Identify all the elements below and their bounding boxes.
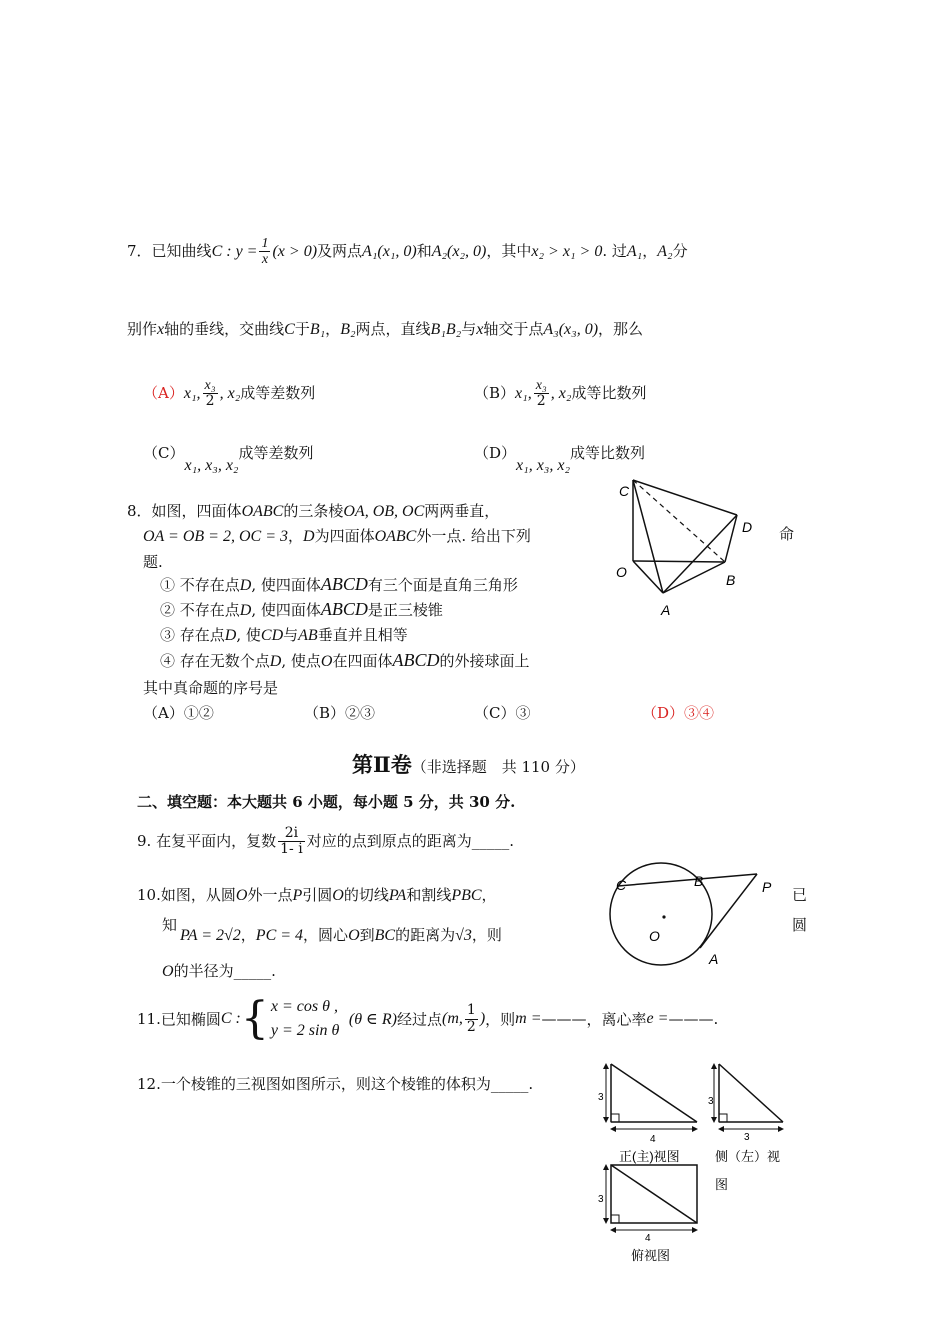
- part2-subtitle: （非选择题 共 110 分）: [411, 758, 585, 776]
- secant-pbc: [618, 874, 757, 886]
- point-a1: A₁(x₁, 0): [362, 242, 417, 260]
- tangent-pa: [700, 874, 757, 948]
- blank-m[interactable]: ———: [541, 1010, 587, 1028]
- front-view-label: 正(主)视图: [619, 1149, 680, 1164]
- part2-heading: [352, 749, 585, 779]
- fraction-1-over-x: $\frac{1}{x}$: [261, 236, 269, 268]
- q10-yuan: 圆: [792, 916, 808, 934]
- label-a: A: [661, 602, 671, 618]
- side-view: [719, 1064, 783, 1122]
- q7-number: 7．: [127, 241, 152, 260]
- edge-ab: [663, 562, 725, 593]
- side-view-label-2: 图: [715, 1177, 729, 1192]
- side-height: 3: [708, 1096, 714, 1107]
- top-view: [611, 1165, 697, 1223]
- q8-prop-1: ① 不存在点D, 使四面体ABCD有三个面是直角三角形: [160, 574, 518, 594]
- side-view-label-1: 侧（左）视: [715, 1149, 781, 1164]
- q7-line2: 别作x轴的垂线，交曲线C于B₁，B₂两点，直线B₁B₂与x轴交于点A₃(x₃, 0)，那么: [127, 320, 644, 338]
- label-c: C: [616, 877, 627, 893]
- q10-yi: 已: [792, 886, 808, 904]
- q10-line2: 知: [162, 916, 178, 934]
- label-b: B: [694, 873, 704, 889]
- center-dot: [662, 915, 665, 918]
- system-eq-1: x = cos θ ,: [270, 998, 338, 1015]
- q8-option-d: （D）③④: [642, 704, 715, 722]
- q10-line1: 10.如图，从圆O外一点P引圆O的切线PA和割线PBC，: [137, 886, 497, 904]
- label-d: D: [742, 519, 753, 535]
- q10-line3: O的半径为_____.: [162, 962, 276, 980]
- label-a: A: [709, 951, 719, 967]
- three-views-figure: [595, 1058, 805, 1268]
- label-o: O: [616, 564, 627, 580]
- top-width: 4: [645, 1233, 651, 1244]
- top-view-label: 俯视图: [631, 1248, 671, 1263]
- label-o: O: [649, 928, 660, 944]
- tetrahedron-figure: [605, 475, 775, 625]
- edge-ob: [633, 561, 725, 562]
- q8-option-a: （A）①②: [143, 704, 214, 722]
- q7-option-d: （D）x₁, x₃, x₂成等比数列: [474, 444, 646, 474]
- q7-option-c: （C）x₁, x₃, x₂成等差数列: [143, 444, 314, 474]
- front-width: 4: [650, 1134, 656, 1145]
- circle-figure: [605, 862, 785, 974]
- blank-e[interactable]: ———: [668, 1010, 714, 1028]
- part2-title: 第Ⅱ卷: [352, 752, 412, 777]
- section2-header: 二、填空题：本大题共 6 小题，每小题 5 分，共 30 分.: [137, 793, 516, 811]
- curve-equation: C : y =: [211, 242, 258, 260]
- label-c: C: [619, 483, 630, 499]
- label-p: P: [762, 879, 772, 895]
- q11-line: 11.已知椭圆C :{ x = cos θ , y = 2 sin θ (θ ∈ R)经过点(m, $\frac{1}{2}$ )，则m =———，离心率e =———.: [137, 993, 719, 1044]
- q8-line2: OA = OB = 2, OC = 3，D为四面体OABC外一点. 给出下列: [143, 527, 531, 545]
- q9-line: 9. 在复平面内，复数 $\frac{2i}{1- i}$ 对应的点到原点的距离为_____.: [137, 825, 514, 858]
- q8-option-b: （B）②③: [304, 704, 376, 722]
- q7-option-a: （A）x₁, $\frac{\text{x₃}}{2}$ , x₂成等差数列: [143, 378, 316, 410]
- label-b: B: [726, 572, 736, 588]
- q8-ming: 命: [779, 525, 795, 543]
- q8-prop-2: ② 不存在点D, 使四面体ABCD是正三棱锥: [160, 599, 443, 619]
- top-height: 3: [598, 1194, 604, 1205]
- edge-cb-hidden: [633, 480, 725, 562]
- q8-option-c: （C）③: [474, 704, 531, 722]
- q8-prop-4: ④ 存在无数个点D, 使点O在四面体ABCD的外接球面上: [160, 650, 530, 670]
- q8-prop-3: ③ 存在点D, 使CD与AB垂直并且相等: [160, 626, 408, 644]
- q7-line1: 7．已知曲线C : y = $\frac{1}{x}$ (x > 0)及两点A₁(x₁, 0)和A₂(x₂, 0)，其中x₂ > x₁ > 0. 过A₁，A₂分: [127, 236, 688, 268]
- q8-question: 其中真命题的序号是: [143, 679, 279, 697]
- q8-line1: 8．如图，四面体OABC的三条棱OA, OB, OC两两垂直，: [127, 502, 500, 520]
- q8-line3: 题.: [143, 553, 163, 571]
- system-eq-2: y = 2 sin θ: [270, 1022, 340, 1039]
- front-height: 3: [598, 1092, 604, 1103]
- point-a2: A₂(x₂, 0): [431, 242, 487, 260]
- q7-option-b: （B）x₁, $\frac{\text{x₃}}{2}$ , x₂成等比数列: [474, 378, 647, 410]
- q12-line: 12.一个棱锥的三视图如图所示，则这个棱锥的体积为_____.: [137, 1075, 534, 1093]
- edge-cd: [633, 480, 737, 515]
- side-width: 3: [744, 1132, 750, 1143]
- q10-line2b: PA = 2√2，PC = 4，圆心O到BC的距离为√3，则: [180, 926, 502, 944]
- front-view: [611, 1064, 697, 1122]
